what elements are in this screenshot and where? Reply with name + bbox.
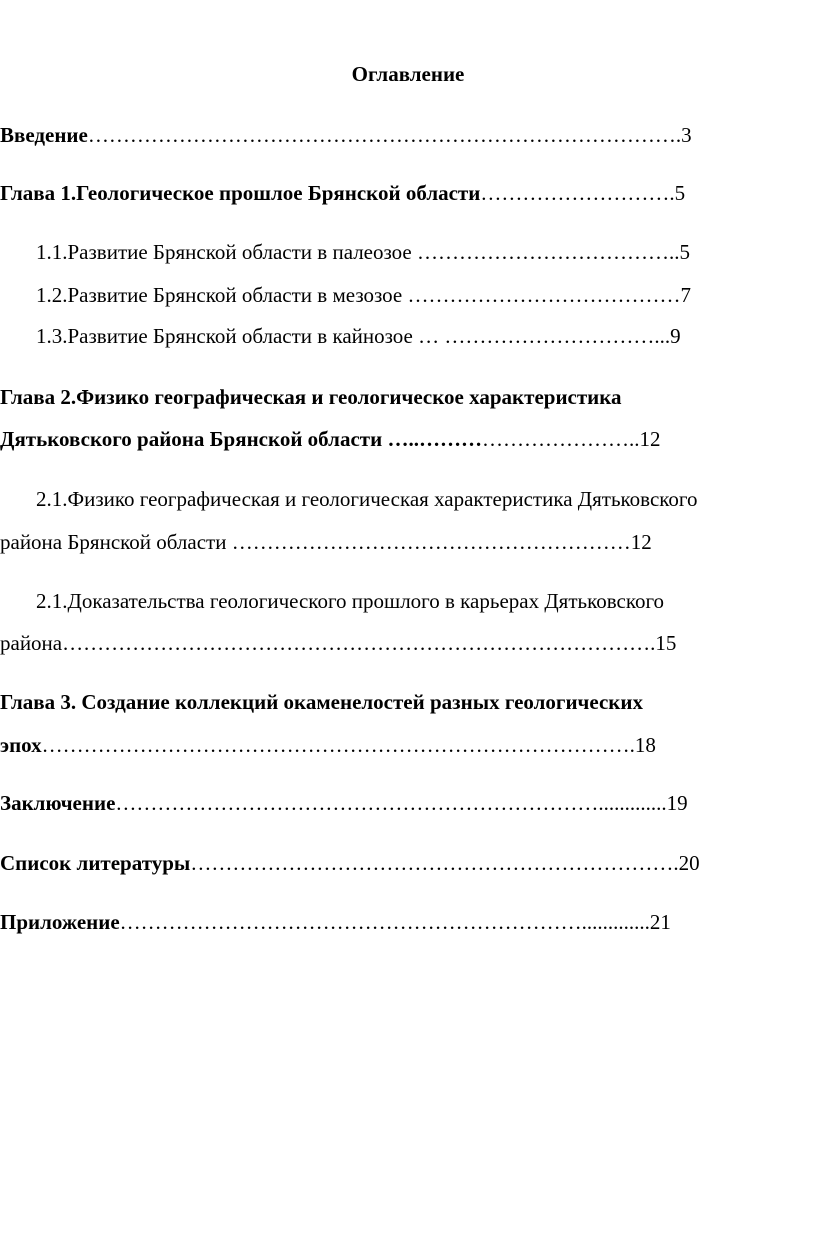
toc-entry-chapter-3-line-2 (0, 733, 656, 758)
toc-page-number: 5 (679, 240, 690, 264)
toc-page-number: 12 (639, 427, 661, 451)
toc-entry-label: Дятьковского района Брянской области (0, 427, 383, 451)
toc-entry-label: 1.2.Развитие Брянской области в мезозое (36, 283, 408, 307)
toc-dots: … …………………………... (418, 324, 671, 348)
toc-entry-1-2 (36, 283, 691, 308)
toc-entry-label: 1.1.Развитие Брянской области в палеозое (36, 240, 417, 264)
toc-entry-chapter-2-line-2 (0, 427, 660, 452)
toc-entry-intro (0, 123, 692, 148)
toc-dots: ………………….. (481, 427, 640, 451)
toc-entry-label: района Брянской области (0, 530, 232, 554)
toc-entry-label: Заключение (0, 791, 116, 815)
toc-entry-references (0, 851, 700, 876)
toc-entry-label: района (0, 631, 63, 655)
toc-entry-chapter-3-line-1: Глава 3. Создание коллекций окаменелостей разных геологических (0, 690, 644, 714)
toc-entry-chapter-2-line-1: Глава 2.Физико географическая и геологическое характеристика (0, 385, 622, 409)
toc-dots: …………………………………………………………………………. (41, 733, 635, 757)
toc-page-number: 5 (674, 181, 686, 205)
toc-page-number: 19 (666, 791, 688, 815)
toc-entry-appendix (0, 910, 671, 935)
toc-page-number: 21 (649, 910, 671, 934)
toc-entry-label: эпох (0, 733, 42, 757)
toc-dots-bold: …..……… (382, 427, 482, 451)
toc-entry-label: Список литературы (0, 851, 191, 875)
toc-dots: ………………………………… (407, 283, 681, 307)
toc-entry-label: Глава 1.Геологическое прошлое Брянской области (0, 181, 481, 205)
toc-dots: …………………………………………………………............. (119, 910, 650, 934)
toc-entry-2-1-b-line-2 (0, 631, 676, 656)
toc-dots: ……………………………………………………………............. (115, 791, 667, 815)
toc-dots: …………………………………………………………………………. (87, 123, 682, 147)
toc-dots: ……………………………………………………………. (190, 851, 679, 875)
toc-entry-label: Приложение (0, 910, 120, 934)
toc-entry-conclusion (0, 791, 688, 816)
toc-dots: ……………………………….. (417, 240, 680, 264)
toc-dots: …………………………………………………………………………. (62, 631, 656, 655)
toc-dots: ………………………. (480, 181, 675, 205)
toc-entry-2-1-a-line-2 (0, 530, 652, 555)
toc-entry-1-1 (36, 240, 690, 265)
toc-entry-1-3 (36, 324, 681, 349)
toc-title: Оглавление (351, 62, 465, 86)
toc-entry-label: Введение (0, 123, 88, 147)
toc-entry-label: 1.3.Развитие Брянской области в кайнозое (36, 324, 419, 348)
toc-page-number: 9 (670, 324, 681, 348)
toc-page-number: 7 (680, 283, 691, 307)
toc-entry-chapter-1 (0, 181, 685, 206)
toc-page-number: 3 (681, 123, 692, 147)
toc-page-number: 20 (678, 851, 700, 875)
toc-dots: ………………………………………………… (231, 530, 631, 554)
toc-page-number: 15 (655, 631, 677, 655)
toc-entry-2-1-a-line-1: 2.1.Физико географическая и геологическая характеристика Дятьковского (36, 487, 698, 511)
toc-page-number: 12 (630, 530, 652, 554)
toc-entry-2-1-b-line-1: 2.1.Доказательства геологического прошлого в карьерах Дятьковского (36, 589, 665, 613)
toc-page-number: 18 (634, 733, 656, 757)
